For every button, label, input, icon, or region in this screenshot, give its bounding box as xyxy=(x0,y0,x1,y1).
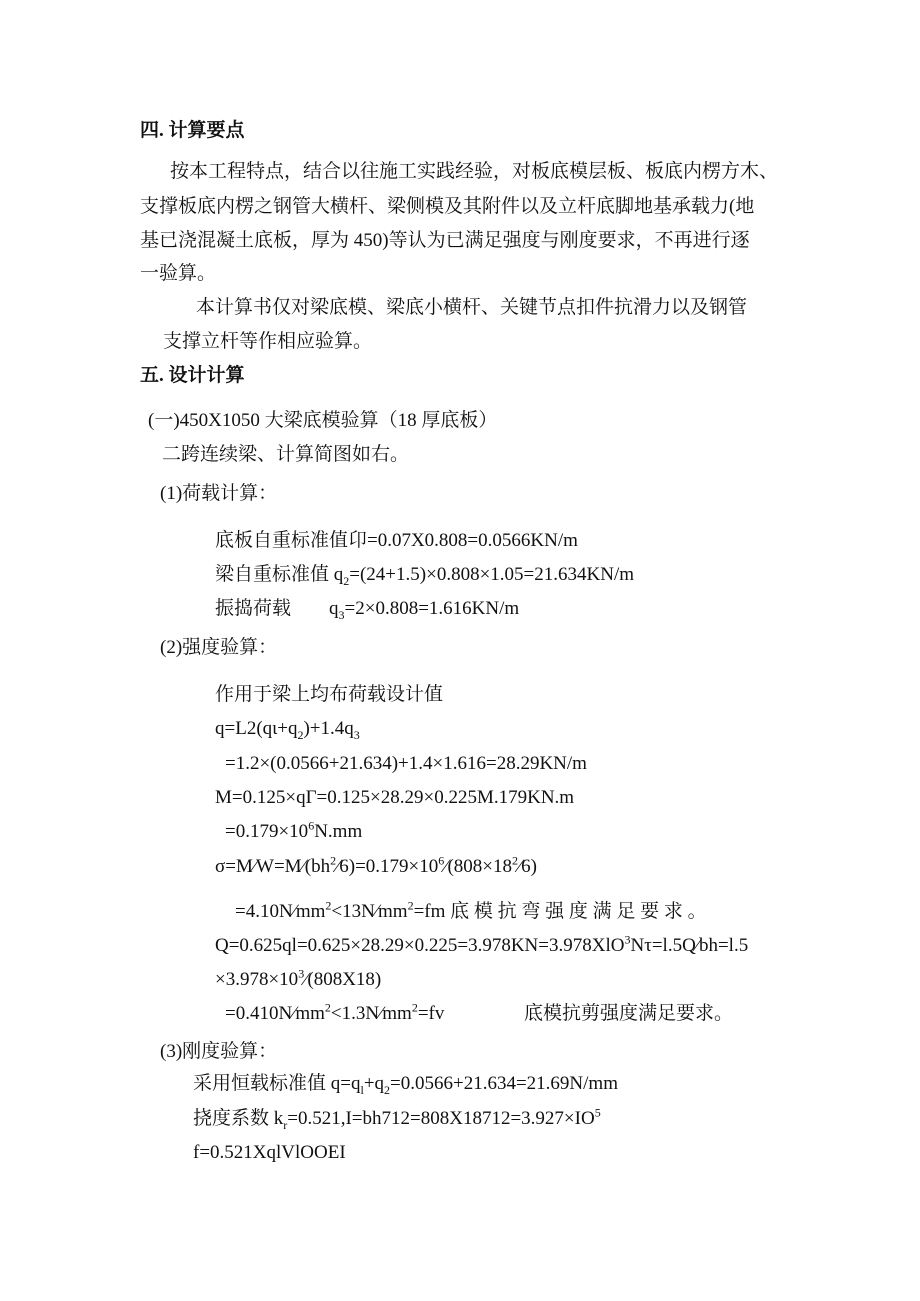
formula-line: 梁自重标准值 $q_2=(24+1.5)\times 0.808\times 1.05=21.634KN/m$ xyxy=(215,564,634,588)
section-5-heading: 五. 设计计算 xyxy=(140,365,245,386)
formula-line: 挠度系数 $k_r=0.521,I=bh712=808X18712=3.927\times IO^5$ xyxy=(193,1105,601,1132)
strength-title: (2)强度验算： xyxy=(160,637,278,658)
formula-line: 作用于梁上均布荷载设计值 xyxy=(215,684,444,705)
formula-line: $=4.10N∕mm^2<13N∕mm^2=fm$ 底 模 抗 弯 强 度 满 足 要 求 。 xyxy=(235,898,707,922)
formula-line: M=0.125×qΓ=0.125×28.29×0.225M.179KN.m xyxy=(215,787,575,808)
formula-line: $\times 3.978\times 10^3∕(808X18)$ xyxy=(215,966,382,990)
subsection-title: (一)450X1050 大梁底模验算（18 厚底板） xyxy=(148,410,498,431)
formula-conclusion: 底模抗剪强度满足要求。 xyxy=(524,1003,734,1024)
formula-line: 底板自重标准值卬=0.07X0.808=0.0566KN/m xyxy=(215,530,578,551)
section-4-heading: 四. 计算要点 xyxy=(140,120,245,141)
paragraph-line: 支撑立杆等作相应验算。 xyxy=(163,331,373,352)
formula-line: 振捣荷载 $q_3=2\times 0.808=1.616KN/m$ xyxy=(215,598,520,622)
intro-line: 二跨连续梁、计算简图如右。 xyxy=(162,444,410,465)
paragraph-line: 支撑板底内楞之钢管大横杆、梁侧模及其附件以及立杆底脚地基承载力(地 xyxy=(140,196,755,217)
paragraph-line: 按本工程特点，结合以往施工实践经验，对板底模层板、板底内楞方木、 xyxy=(170,161,779,182)
formula-line: Q=0.625ql=0.625×28.29×0.225=3.978KN=3.978XlO$^3$Nτ=l.5Q∕bh=l.5 xyxy=(215,932,749,956)
stiffness-title: (3)刚度验算： xyxy=(160,1041,278,1062)
formula-line: $=0.179\times 10^6N.mm$ xyxy=(225,818,363,842)
paragraph-line: 本计算书仅对梁底模、梁底小横杆、关键节点扣件抗滑力以及钢管 xyxy=(196,297,748,318)
formula-line: =1.2×(0.0566+21.634)+1.4×1.616=28.29KN/m xyxy=(225,753,587,774)
formula-line: 采用恒载标准值 $q=q_l+q_2=0.0566+21.634=21.69N/mm$ xyxy=(193,1073,618,1097)
paragraph-line: 基已浇混凝土底板，厚为 450)等认为已满足强度与刚度要求，不再进行逐 xyxy=(140,230,750,251)
paragraph-line: 一验算。 xyxy=(140,263,217,284)
formula-line: f=0.521XqlVlOOEI xyxy=(193,1142,346,1163)
formula-line: $=0.410N∕mm^2<1.3N∕mm^2=fv$ xyxy=(225,1000,445,1024)
load-title: (1)荷载计算： xyxy=(160,483,278,504)
formula-line: $q=L2(q\iota+q_2)+1.4q_3$ xyxy=(215,718,360,742)
formula-line: $\sigma=M∕W=M∕(bh^2∕6)=0.179\times 10^6∕(808\times 18^2∕6)$ xyxy=(215,853,537,877)
